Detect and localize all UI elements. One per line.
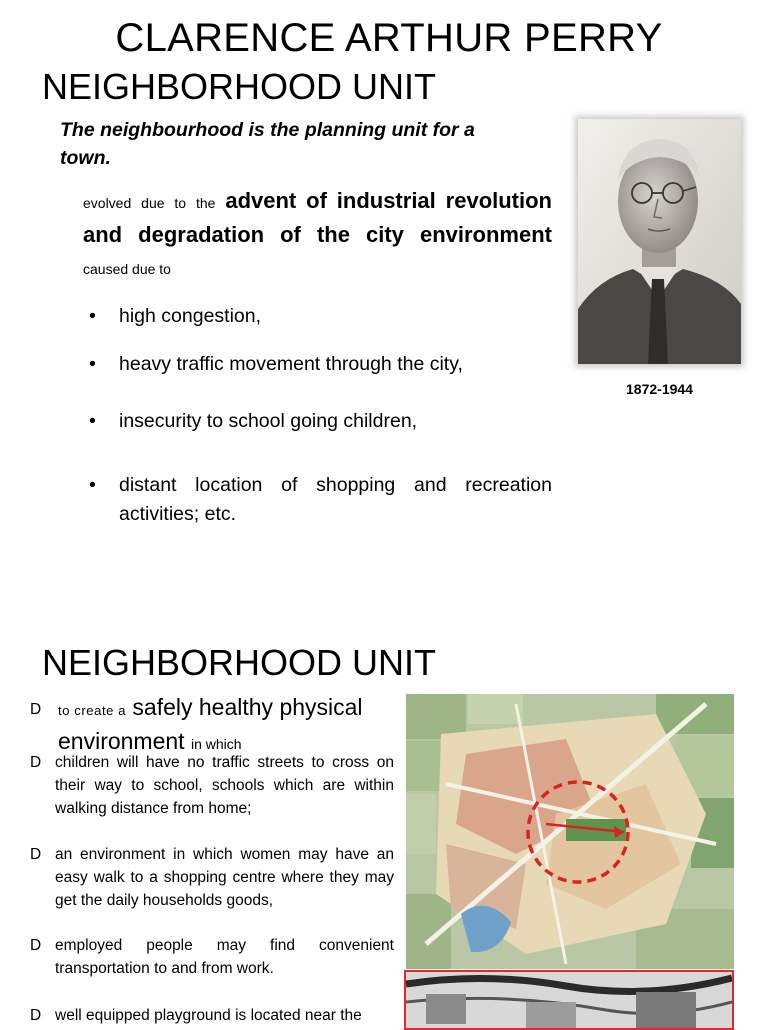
intro-large-text: safely healthy physical environment xyxy=(58,694,363,754)
goal-item-text: an environment in which women may have an easy walk to a shopping centre where they may get the daily households goods, xyxy=(55,846,394,909)
para-emphasis: advent of industrial revolution and degradation of the city environment xyxy=(83,188,552,247)
bullet-marker: D xyxy=(30,846,42,863)
bullet-text: insecurity to school going children, xyxy=(119,410,418,432)
bullet-marker: D xyxy=(30,1007,42,1024)
intro-tiny-text: in which xyxy=(190,736,242,752)
intro-small-text: to create a xyxy=(58,703,127,718)
goal-item-text: employed people may find convenient transportation to and from work. xyxy=(55,937,394,977)
bullet-item xyxy=(89,302,552,331)
portrait-illustration xyxy=(578,119,741,364)
goal-item xyxy=(30,751,394,820)
bullet-item xyxy=(89,350,552,379)
bullet-item xyxy=(89,471,552,529)
bullet-marker: D xyxy=(30,754,42,771)
goal-item xyxy=(30,934,394,980)
aerial-photo xyxy=(404,970,734,1030)
para-word-due: due xyxy=(141,195,165,211)
bullet-dot: • xyxy=(89,305,96,327)
para-word-to: to xyxy=(174,195,187,211)
slide-title: CLARENCE ARTHUR PERRY xyxy=(115,16,663,60)
para-word-evolved: evolved xyxy=(83,195,132,211)
slide2-title: NEIGHBORHOOD UNIT xyxy=(42,642,437,683)
goal-item-text: children will have no traffic streets to cross on their way to school, schools which are within walking distance from home; xyxy=(55,754,394,817)
bullet-text: high congestion, xyxy=(119,305,262,327)
bullet-marker: D xyxy=(30,701,42,718)
aerial-photo-illustration xyxy=(406,972,732,1028)
bullet-dot: • xyxy=(89,474,96,496)
goal-intro xyxy=(30,692,394,759)
portrait-photo xyxy=(578,119,741,364)
bullet-dot: • xyxy=(89,353,96,375)
slide-subtitle: NEIGHBORHOOD UNIT xyxy=(42,66,437,107)
neighborhood-plan-map xyxy=(406,694,734,969)
plan-map-illustration xyxy=(406,694,734,969)
origin-paragraph xyxy=(83,185,552,285)
para-word-the: the xyxy=(195,195,216,211)
bullet-text: heavy traffic movement through the city, xyxy=(119,353,463,375)
bullet-text: distant location of shopping and recreation activities; etc. xyxy=(119,474,552,525)
bullet-item xyxy=(89,407,552,436)
portrait-caption: 1872-1944 xyxy=(626,381,693,397)
goal-intro-text xyxy=(58,692,394,759)
goal-item xyxy=(30,843,394,912)
bullet-dot: • xyxy=(89,410,96,432)
bullet-marker: D xyxy=(30,937,42,954)
para-tail: caused due to xyxy=(83,261,171,277)
goal-item-text: well equipped playground is located near the xyxy=(55,1007,362,1024)
lead-statement: The neighbourhood is the planning unit for a town. xyxy=(60,119,475,169)
